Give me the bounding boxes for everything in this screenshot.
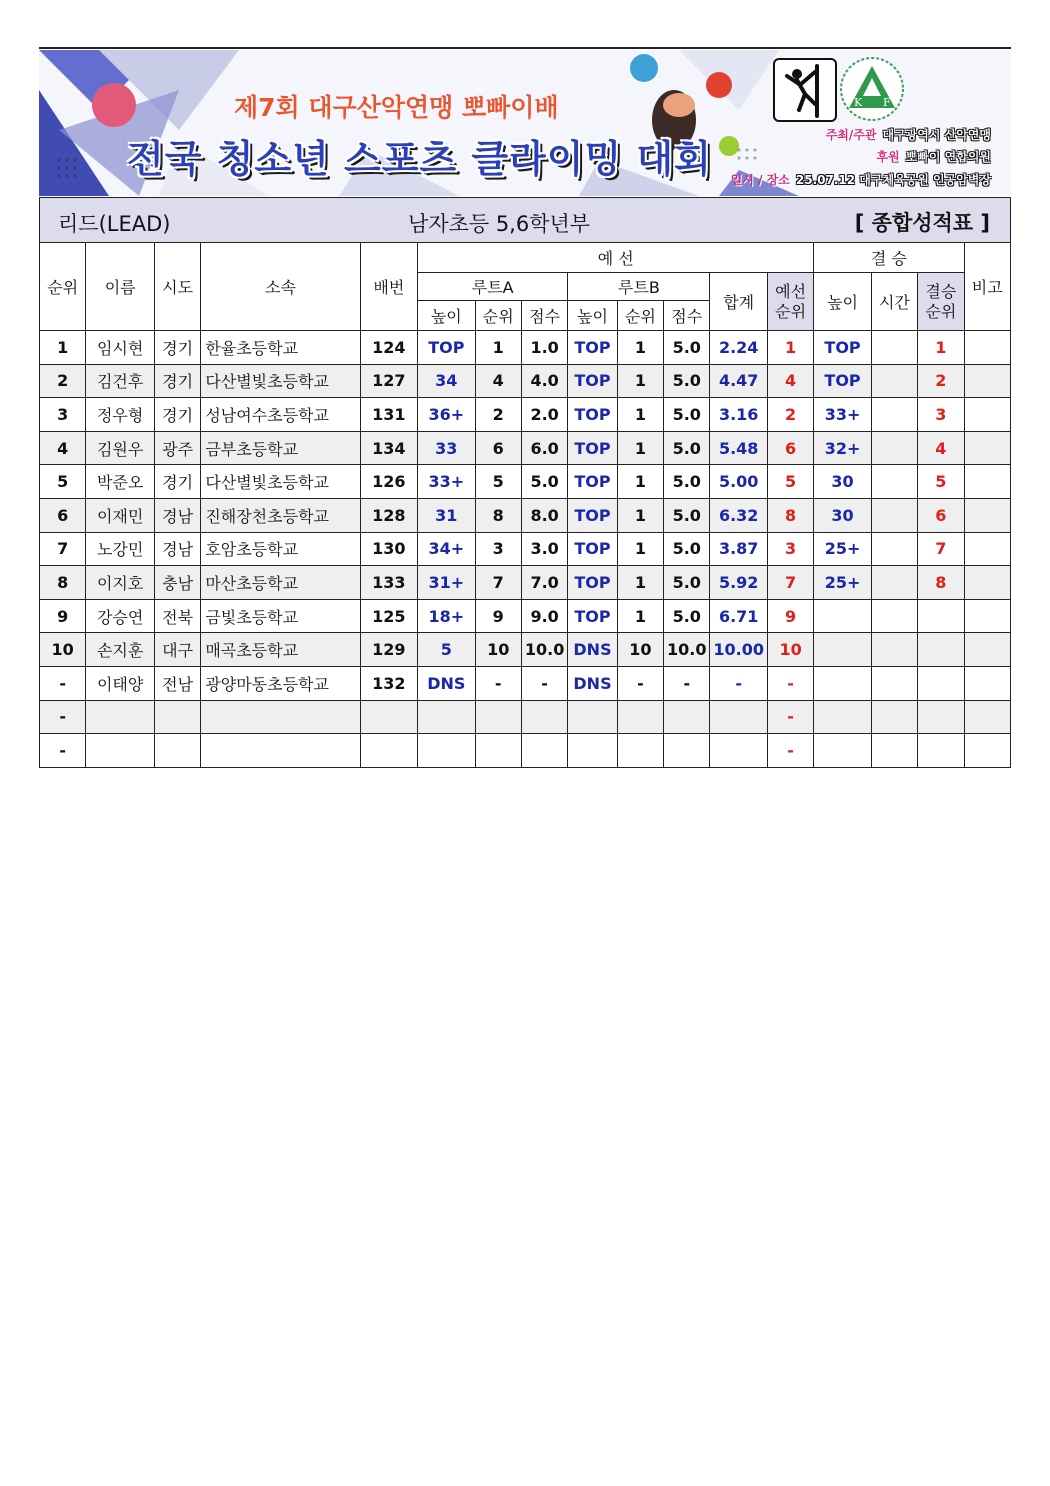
cell-name: 강승연 [86, 599, 155, 633]
results-body [40, 331, 1011, 768]
cell-a-r: 4 [475, 364, 521, 398]
cell-a-r [475, 734, 521, 768]
cell-region: 충남 [154, 566, 200, 600]
cell-f-h: 32+ [814, 431, 871, 465]
cell-rank: 6 [40, 498, 86, 532]
cell-total: 5.48 [710, 431, 767, 465]
cell-team [201, 700, 360, 734]
banner-sponsor [876, 148, 991, 165]
cell-region: 전남 [154, 666, 200, 700]
cell-note [964, 431, 1010, 465]
cell-a-h: 36+ [418, 398, 475, 432]
cell-a-r: 10 [475, 633, 521, 667]
cell-region: 경기 [154, 465, 200, 499]
cell-qrank: - [767, 734, 813, 768]
cell-a-s: - [521, 666, 567, 700]
cell-f-r: 1 [918, 331, 964, 365]
cell-note [964, 566, 1010, 600]
cell-a-s: 3.0 [521, 532, 567, 566]
date-venue-label: 일시 / 장소 [730, 173, 790, 187]
cell-f-h: TOP [814, 364, 871, 398]
cell-b-r: 1 [617, 465, 663, 499]
cell-total: 2.24 [710, 331, 767, 365]
cell-name: 김원우 [86, 431, 155, 465]
cell-b-h: TOP [568, 532, 617, 566]
table-row [40, 398, 1011, 432]
cell-bib [360, 734, 417, 768]
table-row [40, 465, 1011, 499]
cell-f-h [814, 633, 871, 667]
cell-bib: 132 [360, 666, 417, 700]
cell-b-h: TOP [568, 398, 617, 432]
cell-b-r: 1 [617, 532, 663, 566]
cell-note [964, 666, 1010, 700]
cell-bib [360, 700, 417, 734]
sponsor-value: 뽀빠이 연합의원 [905, 150, 991, 164]
cell-a-r: 9 [475, 599, 521, 633]
cell-a-r: - [475, 666, 521, 700]
cell-qrank: 6 [767, 431, 813, 465]
cell-rank: 9 [40, 599, 86, 633]
col-rank: 순위 [40, 243, 86, 331]
cell-b-h: TOP [568, 498, 617, 532]
cell-b-s: 5.0 [664, 498, 710, 532]
cell-f-h: 33+ [814, 398, 871, 432]
cell-rank: 1 [40, 331, 86, 365]
cell-b-r: 1 [617, 364, 663, 398]
cell-b-s: 5.0 [664, 465, 710, 499]
cell-rank: 7 [40, 532, 86, 566]
cell-b-h: TOP [568, 599, 617, 633]
cell-f-h [814, 666, 871, 700]
cell-name: 손지훈 [86, 633, 155, 667]
cell-region: 대구 [154, 633, 200, 667]
cell-f-t [871, 599, 917, 633]
cell-rank: - [40, 666, 86, 700]
cell-team: 한율초등학교 [201, 331, 360, 365]
cell-f-r: 3 [918, 398, 964, 432]
cell-team: 성남여수초등학교 [201, 398, 360, 432]
col-region: 시도 [154, 243, 200, 331]
table-row [40, 566, 1011, 600]
cell-rank: 10 [40, 633, 86, 667]
cell-region [154, 700, 200, 734]
cell-bib: 134 [360, 431, 417, 465]
cell-bib: 127 [360, 364, 417, 398]
cell-a-s: 5.0 [521, 465, 567, 499]
cell-qrank: 1 [767, 331, 813, 365]
cell-qrank: 10 [767, 633, 813, 667]
cell-a-h: 18+ [418, 599, 475, 633]
cell-a-h: DNS [418, 666, 475, 700]
col-qualification: 예 선 [418, 243, 814, 273]
cell-b-s [664, 700, 710, 734]
cell-a-s: 1.0 [521, 331, 567, 365]
cell-f-r: 2 [918, 364, 964, 398]
cell-total: 3.16 [710, 398, 767, 432]
cell-name: 이재민 [86, 498, 155, 532]
kf-logo-letter-k: K [854, 96, 863, 109]
cell-rank: 5 [40, 465, 86, 499]
cell-name: 김건후 [86, 364, 155, 398]
col-final-height: 높이 [814, 273, 871, 331]
cell-name [86, 734, 155, 768]
cell-team [201, 734, 360, 768]
results-table [39, 242, 1011, 768]
cell-a-s: 10.0 [521, 633, 567, 667]
col-route-a: 루트A [418, 273, 568, 301]
cell-b-h: DNS [568, 633, 617, 667]
cell-a-s: 9.0 [521, 599, 567, 633]
cell-bib: 126 [360, 465, 417, 499]
cell-f-h: 25+ [814, 566, 871, 600]
cell-qrank: 3 [767, 532, 813, 566]
cell-b-r: - [617, 666, 663, 700]
cell-region: 광주 [154, 431, 200, 465]
cell-note [964, 633, 1010, 667]
date-venue-value: 25.07.12 대구체육공원 인공암벽장 [795, 173, 991, 187]
col-final-time: 시간 [871, 273, 917, 331]
cell-f-h: 25+ [814, 532, 871, 566]
cell-rank: - [40, 734, 86, 768]
cell-total [710, 734, 767, 768]
col-a-height: 높이 [418, 301, 475, 331]
cell-qrank: 5 [767, 465, 813, 499]
col-name: 이름 [86, 243, 155, 331]
sheet-title: [ 종합성적표 ] [854, 211, 990, 235]
cell-team: 매곡초등학교 [201, 633, 360, 667]
cell-b-r [617, 700, 663, 734]
kf-logo-letter-f: F [883, 96, 891, 109]
cell-a-r [475, 700, 521, 734]
cell-b-r: 1 [617, 398, 663, 432]
cell-b-s: 5.0 [664, 599, 710, 633]
cell-rank: - [40, 700, 86, 734]
table-row [40, 700, 1011, 734]
col-b-place: 순위 [617, 301, 663, 331]
cell-b-r: 10 [617, 633, 663, 667]
cell-a-h: 34 [418, 364, 475, 398]
cell-team: 마산초등학교 [201, 566, 360, 600]
table-row [40, 633, 1011, 667]
cell-note [964, 465, 1010, 499]
cell-qrank: - [767, 700, 813, 734]
cell-f-r [918, 666, 964, 700]
cell-name: 노강민 [86, 532, 155, 566]
cell-team: 진해장천초등학교 [201, 498, 360, 532]
cell-total: 3.87 [710, 532, 767, 566]
results-header-bar [39, 197, 1011, 243]
cell-region: 경남 [154, 498, 200, 532]
cell-f-t [871, 398, 917, 432]
cell-a-r: 2 [475, 398, 521, 432]
discipline-title: 리드(LEAD) [58, 212, 171, 236]
cell-rank: 2 [40, 364, 86, 398]
cell-a-h: TOP [418, 331, 475, 365]
table-row [40, 331, 1011, 365]
cell-a-r: 3 [475, 532, 521, 566]
cell-a-h: 34+ [418, 532, 475, 566]
cell-a-h [418, 700, 475, 734]
cell-a-r: 8 [475, 498, 521, 532]
cell-region: 경기 [154, 331, 200, 365]
cell-b-r: 1 [617, 498, 663, 532]
cell-f-t [871, 331, 917, 365]
cell-bib: 125 [360, 599, 417, 633]
cell-b-s: 5.0 [664, 398, 710, 432]
cell-region: 경기 [154, 398, 200, 432]
cell-f-t [871, 666, 917, 700]
cell-rank: 8 [40, 566, 86, 600]
cell-note [964, 734, 1010, 768]
table-row [40, 364, 1011, 398]
cell-bib: 128 [360, 498, 417, 532]
cell-team: 다산별빛초등학교 [201, 364, 360, 398]
cell-f-h [814, 734, 871, 768]
cell-rank: 4 [40, 431, 86, 465]
cell-b-s: 5.0 [664, 431, 710, 465]
cell-b-r: 1 [617, 331, 663, 365]
cell-f-t [871, 700, 917, 734]
cell-total: 4.47 [710, 364, 767, 398]
cell-team: 호암초등학교 [201, 532, 360, 566]
cell-a-r: 1 [475, 331, 521, 365]
cell-a-s: 8.0 [521, 498, 567, 532]
cell-a-s: 7.0 [521, 566, 567, 600]
cell-a-s: 4.0 [521, 364, 567, 398]
cell-b-s: 5.0 [664, 566, 710, 600]
cell-f-t [871, 498, 917, 532]
cell-b-s: 5.0 [664, 532, 710, 566]
cell-name: 이지호 [86, 566, 155, 600]
cell-note [964, 331, 1010, 365]
cell-b-s: 5.0 [664, 331, 710, 365]
cell-note [964, 364, 1010, 398]
cell-b-h: TOP [568, 331, 617, 365]
cell-f-r: 6 [918, 498, 964, 532]
cell-team: 광양마동초등학교 [201, 666, 360, 700]
cell-region: 경기 [154, 364, 200, 398]
cell-team: 금빛초등학교 [201, 599, 360, 633]
cell-f-t [871, 364, 917, 398]
cell-b-r: 1 [617, 431, 663, 465]
cell-total [710, 700, 767, 734]
cell-b-r: 1 [617, 566, 663, 600]
cell-total: 10.00 [710, 633, 767, 667]
cell-f-r [918, 734, 964, 768]
cell-note [964, 700, 1010, 734]
cell-b-h [568, 700, 617, 734]
cell-region [154, 734, 200, 768]
cell-f-h [814, 700, 871, 734]
col-bib: 배번 [360, 243, 417, 331]
sponsor-label: 후원 [876, 150, 900, 164]
cell-f-h: 30 [814, 465, 871, 499]
cell-note [964, 532, 1010, 566]
table-row [40, 431, 1011, 465]
col-b-height: 높이 [568, 301, 617, 331]
cell-f-h: 30 [814, 498, 871, 532]
organizer-value: 대구광역시 산악연맹 [882, 128, 991, 142]
col-a-score: 점수 [521, 301, 567, 331]
cell-b-r [617, 734, 663, 768]
cell-a-s [521, 734, 567, 768]
banner-organizer [826, 126, 991, 143]
cell-a-r: 5 [475, 465, 521, 499]
cell-f-t [871, 532, 917, 566]
cell-a-h: 33+ [418, 465, 475, 499]
banner-title-line2: 전국 청소년 스포츠 클라이밍 대회 [127, 137, 712, 181]
cell-region: 경남 [154, 532, 200, 566]
col-qual-rank: 예선 순위 [767, 273, 813, 331]
cell-total: 6.32 [710, 498, 767, 532]
cell-b-h [568, 734, 617, 768]
cell-f-t [871, 734, 917, 768]
category-title: 남자초등 5,6학년부 [408, 212, 591, 236]
cell-a-h: 31+ [418, 566, 475, 600]
col-final: 결 승 [814, 243, 964, 273]
cell-a-r: 7 [475, 566, 521, 600]
col-b-score: 점수 [664, 301, 710, 331]
cell-b-s [664, 734, 710, 768]
col-a-place: 순위 [475, 301, 521, 331]
cell-a-s: 2.0 [521, 398, 567, 432]
cell-f-r: 7 [918, 532, 964, 566]
col-route-b: 루트B [568, 273, 710, 301]
cell-qrank: 9 [767, 599, 813, 633]
cell-f-t [871, 465, 917, 499]
cell-b-h: TOP [568, 465, 617, 499]
cell-b-s: 5.0 [664, 364, 710, 398]
cell-a-h [418, 734, 475, 768]
event-banner [39, 50, 1011, 196]
cell-name: 박준오 [86, 465, 155, 499]
cell-total: 5.00 [710, 465, 767, 499]
cell-bib: 129 [360, 633, 417, 667]
col-final-rank: 결승 순위 [918, 273, 964, 331]
cell-rank: 3 [40, 398, 86, 432]
cell-qrank: 7 [767, 566, 813, 600]
cell-a-h: 5 [418, 633, 475, 667]
cell-a-h: 31 [418, 498, 475, 532]
cell-total: 6.71 [710, 599, 767, 633]
organizer-label: 주최/주관 [825, 128, 877, 142]
cell-b-h: TOP [568, 364, 617, 398]
kf-logo-icon [839, 56, 905, 122]
cell-a-r: 6 [475, 431, 521, 465]
cell-f-t [871, 431, 917, 465]
table-row [40, 734, 1011, 768]
cell-qrank: 8 [767, 498, 813, 532]
col-total: 합계 [710, 273, 767, 331]
cell-total: - [710, 666, 767, 700]
cell-note [964, 498, 1010, 532]
cell-team: 다산별빛초등학교 [201, 465, 360, 499]
banner-title-line1: 제7회 대구산악연맹 뽀빠이배 [234, 93, 559, 122]
cell-a-s [521, 700, 567, 734]
cell-b-h: TOP [568, 431, 617, 465]
cell-bib: 124 [360, 331, 417, 365]
cell-b-r: 1 [617, 599, 663, 633]
banner-date-venue [731, 171, 991, 188]
cell-f-h [814, 599, 871, 633]
cell-a-s: 6.0 [521, 431, 567, 465]
cell-f-r: 5 [918, 465, 964, 499]
cell-team: 금부초등학교 [201, 431, 360, 465]
climber-icon [773, 58, 837, 122]
cell-f-r: 4 [918, 431, 964, 465]
cell-qrank: 2 [767, 398, 813, 432]
col-team: 소속 [201, 243, 360, 331]
table-row [40, 532, 1011, 566]
cell-b-s: - [664, 666, 710, 700]
cell-qrank: 4 [767, 364, 813, 398]
cell-f-r [918, 633, 964, 667]
cell-b-h: TOP [568, 566, 617, 600]
cell-f-t [871, 633, 917, 667]
top-rule [39, 47, 1011, 49]
cell-total: 5.92 [710, 566, 767, 600]
cell-note [964, 398, 1010, 432]
cell-f-t [871, 566, 917, 600]
cell-bib: 130 [360, 532, 417, 566]
col-note: 비고 [964, 243, 1010, 331]
table-row [40, 498, 1011, 532]
cell-f-h: TOP [814, 331, 871, 365]
cell-bib: 131 [360, 398, 417, 432]
cell-f-r [918, 599, 964, 633]
cell-name: 임시현 [86, 331, 155, 365]
cell-f-r: 8 [918, 566, 964, 600]
cell-f-r [918, 700, 964, 734]
cell-name [86, 700, 155, 734]
table-row [40, 666, 1011, 700]
cell-a-h: 33 [418, 431, 475, 465]
cell-bib: 133 [360, 566, 417, 600]
cell-b-h: DNS [568, 666, 617, 700]
table-row [40, 599, 1011, 633]
cell-note [964, 599, 1010, 633]
cell-name: 정우형 [86, 398, 155, 432]
cell-region: 전북 [154, 599, 200, 633]
cell-qrank: - [767, 666, 813, 700]
cell-name: 이태양 [86, 666, 155, 700]
cell-b-s: 10.0 [664, 633, 710, 667]
